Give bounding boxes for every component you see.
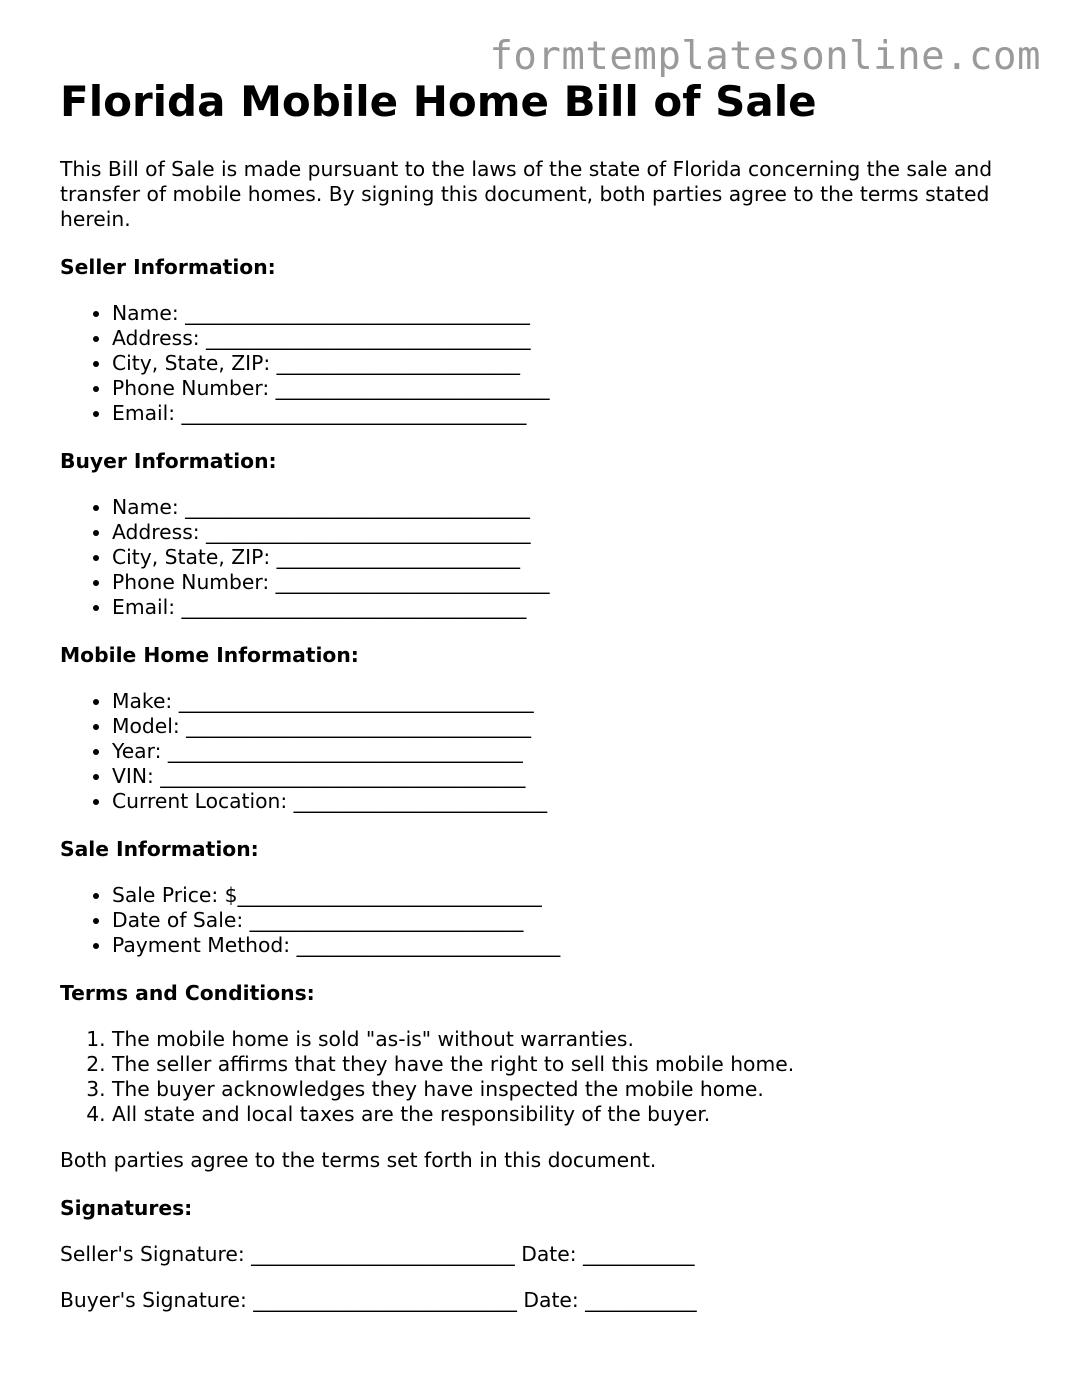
buyer-phone-field[interactable]: • Phone Number: ___________________________ [112, 570, 1020, 595]
home-make-field[interactable]: • Make: ___________________________________ [112, 689, 1020, 714]
buyer-email-field[interactable]: • Email: __________________________________ [112, 595, 1020, 620]
buyer-address-field[interactable]: • Address: ________________________________ [112, 520, 1020, 545]
terms-item: 4. All state and local taxes are the responsibility of the buyer. [112, 1102, 1020, 1127]
home-heading: Mobile Home Information: [60, 643, 359, 667]
buyer-name-field[interactable]: • Name: __________________________________ [112, 495, 1020, 520]
home-year-field[interactable]: • Year: ___________________________________ [112, 739, 1020, 764]
seller-name-field[interactable]: • Name: __________________________________ [112, 301, 1020, 326]
seller-signature-line[interactable]: Seller's Signature: __________________________ Date: ___________ [60, 1242, 695, 1266]
buyer-heading: Buyer Information: [60, 449, 277, 473]
terms-item: 1. The mobile home is sold "as-is" without warranties. [112, 1027, 1020, 1052]
sale-price-field[interactable]: • Sale Price: $______________________________ [112, 883, 1020, 908]
document-page [60, 76, 1020, 1313]
intro-paragraph: This Bill of Sale is made pursuant to the laws of the state of Florida concerning the sale and transfer of mobile homes. By signing this document, both parties agree to the terms stated herein. [60, 157, 993, 231]
buyer-signature-line[interactable]: Buyer's Signature: __________________________ Date: ___________ [60, 1288, 697, 1312]
buyer-list [60, 495, 1020, 620]
seller-email-field[interactable]: • Email: __________________________________ [112, 401, 1020, 426]
payment-method-field[interactable]: • Payment Method: __________________________ [112, 933, 1020, 958]
seller-heading: Seller Information: [60, 255, 276, 279]
signatures-heading: Signatures: [60, 1196, 193, 1220]
buyer-city-state-zip-field[interactable]: • City, State, ZIP: ________________________ [112, 545, 1020, 570]
document-title: Florida Mobile Home Bill of Sale [60, 77, 817, 126]
home-list [60, 689, 1020, 814]
seller-city-state-zip-field[interactable]: • City, State, ZIP: ________________________ [112, 351, 1020, 376]
seller-list [60, 301, 1020, 426]
sale-list [60, 883, 1020, 958]
sale-date-field[interactable]: • Date of Sale: ___________________________ [112, 908, 1020, 933]
home-location-field[interactable]: • Current Location: _________________________ [112, 789, 1020, 814]
home-model-field[interactable]: • Model: __________________________________ [112, 714, 1020, 739]
closing-statement: Both parties agree to the terms set forth in this document. [60, 1148, 657, 1172]
terms-item: 3. The buyer acknowledges they have inspected the mobile home. [112, 1077, 1020, 1102]
home-vin-field[interactable]: • VIN: ____________________________________ [112, 764, 1020, 789]
sale-heading: Sale Information: [60, 837, 259, 861]
terms-list [60, 1027, 1020, 1127]
terms-item: 2. The seller affirms that they have the right to sell this mobile home. [112, 1052, 1020, 1077]
seller-address-field[interactable]: • Address: ________________________________ [112, 326, 1020, 351]
terms-heading: Terms and Conditions: [60, 981, 315, 1005]
watermark: formtemplatesonline.com [489, 34, 1041, 79]
seller-phone-field[interactable]: • Phone Number: ___________________________ [112, 376, 1020, 401]
